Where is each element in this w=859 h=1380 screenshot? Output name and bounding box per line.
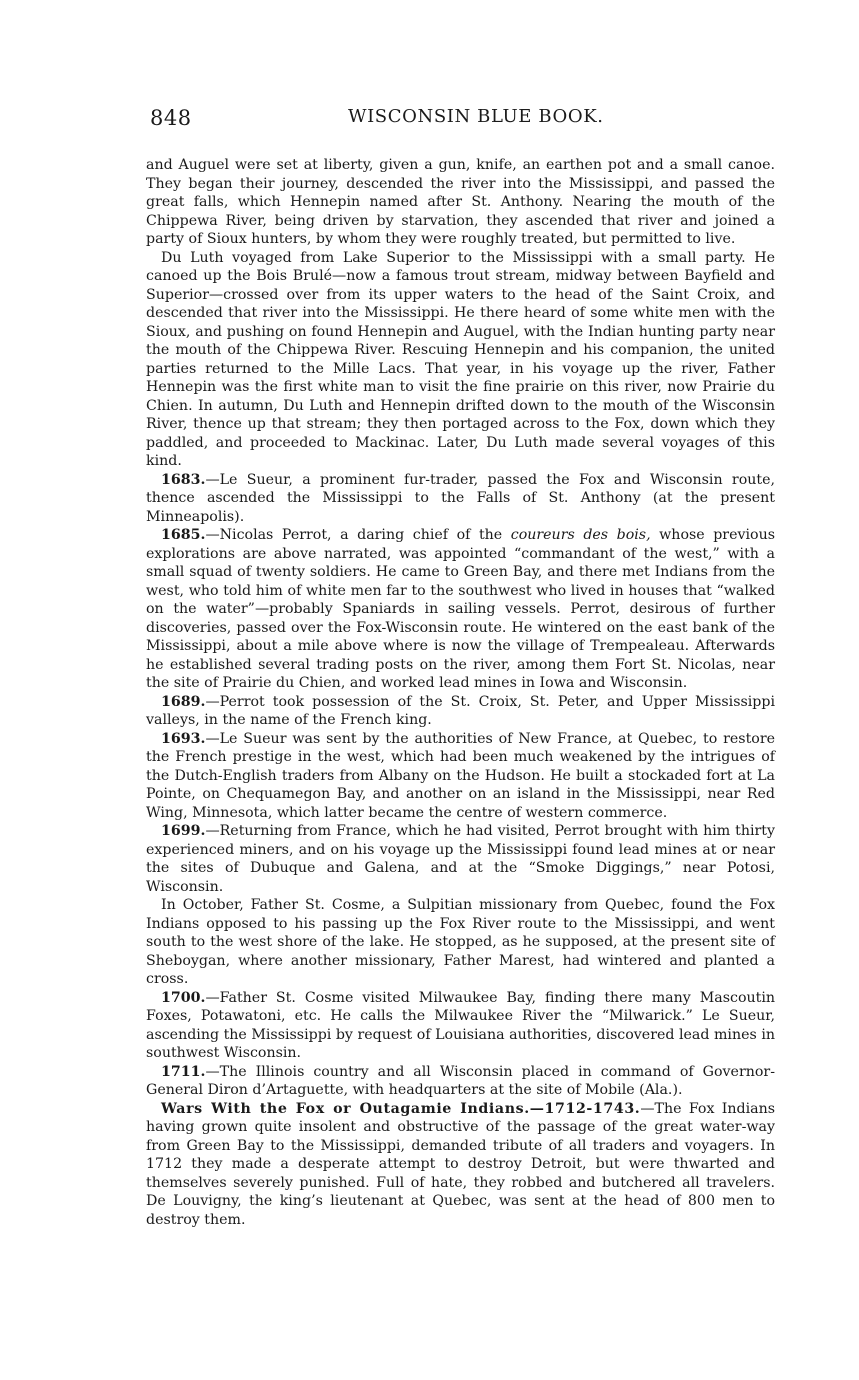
year-label: 1711. — [161, 1063, 206, 1080]
paragraph-text: and Auguel were set at liberty, given a gun, knife, an earthen pot and a small canoe. They began their journey, descended the river into the Mississippi, and passed the great falls, which Hennepin named after St. Anthony. Nearing the mouth of the Chippewa River, being driven by starvation, they ascended that river and joined a party of Sioux hunters, by whom they were roughly treated, but permitted to live. — [146, 157, 775, 247]
paragraph-text: —The Illinois country and all Wisconsin placed in command of Governor-General Diron d’Artaguette, with headquarters at the site of Mobile (Ala.). — [146, 1063, 775, 1098]
paragraph-1683 — [146, 471, 775, 527]
year-label: 1689. — [161, 693, 206, 710]
year-label: 1700. — [161, 989, 206, 1006]
paragraph-1711 — [146, 1063, 775, 1100]
paragraph-1693 — [146, 730, 775, 823]
paragraph-auguel-release — [146, 156, 775, 249]
paragraph-text: —Father St. Cosme visited Milwaukee Bay, finding there many Mascoutin Foxes, Potawatoni, etc. He calls the Milwaukee River the “Milwarick.” Le Sueur, ascending the Mississippi by request of Louisiana authorities, discovered lead mines in southwest Wisconsin. — [146, 989, 775, 1061]
page-header — [148, 106, 776, 138]
paragraph-fox-wars — [146, 1100, 775, 1230]
paragraph-1699 — [146, 822, 775, 896]
section-heading: Wars With the Fox or Outagamie Indians.—1712-1743. — [161, 1100, 641, 1117]
paragraph-text: whose previous explorations are above narrated, was appointed “commandant of the west,” with a small squad of twenty soldiers. He came to Green Bay, and there met Indians from the west, who told him of white men far to the southwest who lived in houses that “walked on the water”—probably Spaniards in sailing vessels. Perrot, desirous of further discoveries, passed over the Fox-Wisconsin route. He wintered on the east bank of the Mississippi, about a mile above where is now the village of Trempealeau. Afterwards he established several trading posts on the river, among them Fort St. Nicolas, near the site of Prairie du Chien, and worked lead mines in Iowa and Wisconsin. — [146, 527, 775, 691]
paragraph-text: —Le Sueur, a prominent fur-trader, passed the Fox and Wisconsin route, thence ascended the Mississippi to the Falls of St. Anthony (at the present Minneapolis). — [146, 471, 775, 525]
paragraph-text: Du Luth voyaged from Lake Superior to the Mississippi with a small party. He canoed up the Bois Brulé—now a famous trout stream, midway between Bayfield and Superior—crossed over from its upper waters to the head of the Saint Croix, and descended that river into the Mississippi. He there heard of some white men with the Sioux, and pushing on found Hennepin and Auguel, with the Indian hunting party near the mouth of the Chippewa River. Rescuing Hennepin and his companion, the united parties returned to the Mille Lacs. That year, in his voyage up the river, Father Hennepin was the first white man to visit the fine prairie on this river, now Prairie du Chien. In autumn, Du Luth and Hennepin drifted down to the mouth of the Wisconsin River, thence up that stream; they then portaged across to the Fox, down which they paddled, and proceeded to Mackinac. Later, Du Luth made several voyages of this kind. — [146, 249, 775, 469]
paragraph-text: In October, Father St. Cosme, a Sulpitian missionary from Quebec, found the Fox Indians opposed to his passing up the Fox River route to the Mississippi, and went south to the west shore of the lake. He stopped, as he supposed, at the present site of Sheboygan, where another missionary, Father Marest, had wintered and planted a cross. — [146, 897, 775, 987]
year-label: 1685. — [161, 527, 206, 543]
paragraph-text: —Perrot took possession of the St. Croix, St. Peter, and Upper Mississippi valleys, in the name of the French king. — [146, 693, 775, 728]
paragraph-text: —Le Sueur was sent by the authorities of New France, at Quebec, to restore the French prestige in the west, which had been much weakened by the intrigues of the Dutch-English traders from Albany on the Hudson. He built a stockaded fort at La Pointe, on Chequamegon Bay, and another on an island in the Mississippi, near Red Wing, Minnesota, which latter became the centre of western commerce. — [146, 730, 775, 821]
paragraph-st-cosme-october — [146, 896, 775, 989]
page-body — [146, 156, 775, 1229]
year-label: 1693. — [161, 730, 206, 747]
page-number: 848 — [150, 106, 192, 130]
paragraph-1685 — [146, 526, 775, 693]
paragraph-du-luth — [146, 249, 775, 471]
paragraph-text: —The Fox Indians having grown quite insolent and obstructive of the passage of the great water-way from Green Bay to the Mississippi, demanded tribute of all traders and voyagers. In 1712 they made a desperate attempt to destroy Detroit, but were thwarted and themselves severely punished. Full of hate, they robbed and butchered all travelers. De Louvigny, the king’s lieutenant at Quebec, was sent at the head of 800 men to destroy them. — [146, 1100, 775, 1228]
paragraph-1689 — [146, 693, 775, 730]
year-label: 1683. — [161, 471, 206, 488]
paragraph-text: —Nicolas Perrot, a daring chief of the — [205, 527, 511, 543]
italic-term: coureurs des bois, — [510, 527, 651, 543]
year-label: 1699. — [161, 823, 206, 839]
running-title: WISCONSIN BLUE BOOK. — [348, 106, 604, 127]
paragraph-1700 — [146, 989, 775, 1063]
paragraph-text: —Returning from France, which he had visited, Perrot brought with him thirty experienced miners, and on his voyage up the Mississippi found lead mines at or near the sites of Dubuque and Galena, and at the “Smoke Diggings,” near Potosi, Wisconsin. — [146, 823, 775, 895]
